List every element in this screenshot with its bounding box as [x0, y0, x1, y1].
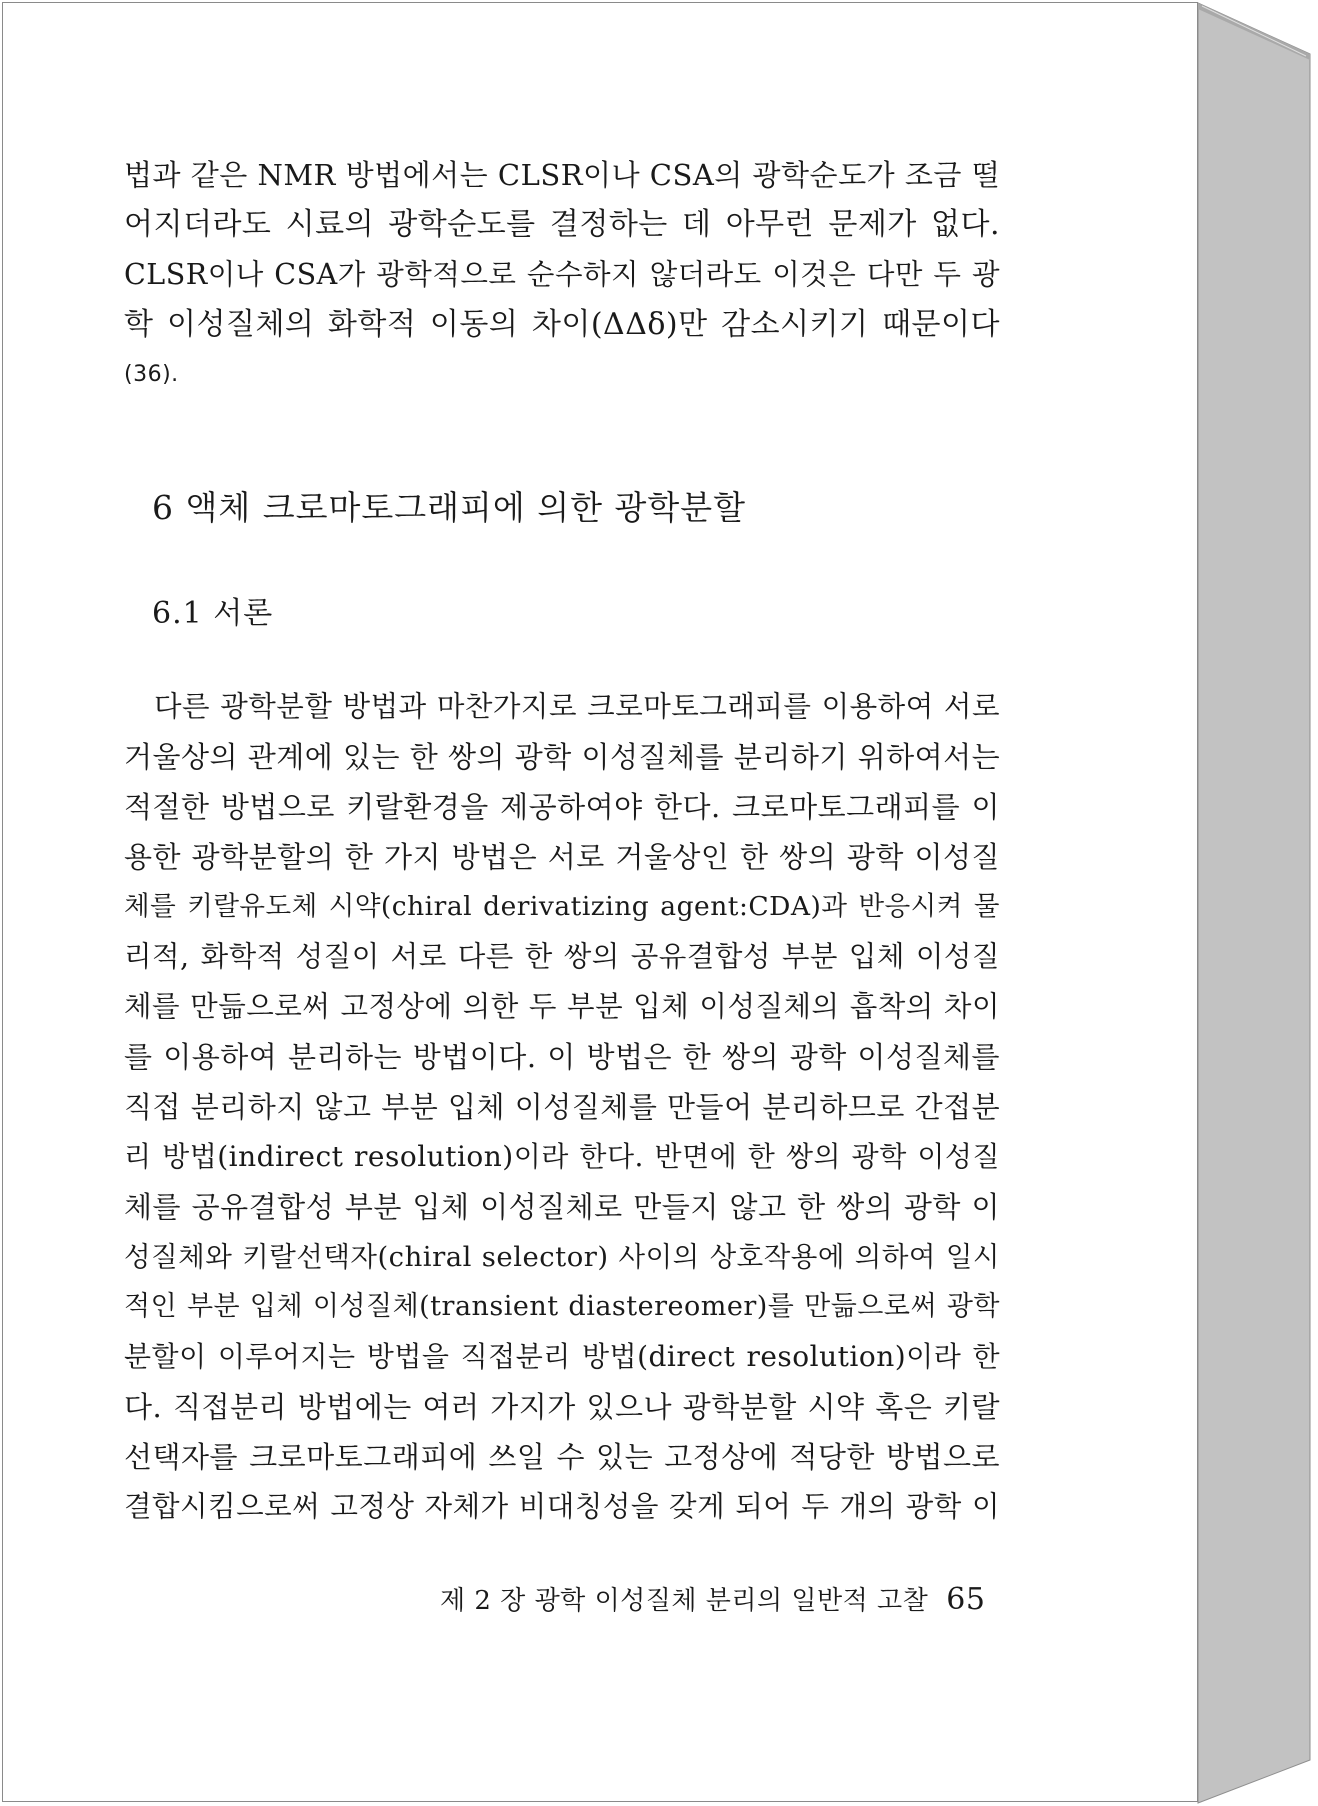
top-paragraph — [124, 150, 1000, 400]
chapter-title: 제 2 장 광학 이성질체 분리의 일반적 고찰 — [440, 1586, 929, 1616]
text-line: 를 이용하여 분리하는 방법이다. 이 방법은 한 쌍의 광학 이성질체를 — [124, 1040, 1000, 1074]
text-line: 분할이 이루어지는 방법을 직접분리 방법(direct resolution)이라 한 — [124, 1340, 1000, 1373]
main-paragraph — [124, 682, 1000, 1532]
text-line: 결합시킴으로써 고정상 자체가 비대칭성을 갖게 되어 두 개의 광학 이 — [124, 1490, 1000, 1523]
text-line: 체를 만듦으로써 고정상에 의한 두 부분 입체 이성질체의 흡착의 차이 — [124, 990, 1000, 1023]
text-line: 어지더라도 시료의 광학순도를 결정하는 데 아무런 문제가 없다. — [124, 207, 1000, 242]
subsection-heading: 6.1 서론 — [152, 596, 274, 631]
text-line: 다른 광학분할 방법과 마찬가지로 크로마토그래피를 이용하여 서로 — [154, 690, 1000, 723]
citation: (36). — [124, 362, 179, 387]
text-line: 적인 부분 입체 이성질체(transient diastereomer)를 만듦으로써 광학 — [124, 1291, 1000, 1322]
text-line: 선택자를 크로마토그래피에 쓰일 수 있는 고정상에 적당한 방법으로 — [124, 1440, 1000, 1474]
text-line: 용한 광학분할의 한 가지 방법은 서로 거울상인 한 쌍의 광학 이성질 — [124, 840, 1000, 874]
text-line: 직접 분리하지 않고 부분 입체 이성질체를 만들어 분리하므로 간접분 — [124, 1090, 1001, 1124]
text-line: 체를 키랄유도체 시약(chiral derivatizing agent:CDA)과 반응시켜 물 — [124, 891, 1000, 922]
text-line: 리적, 화학적 성질이 서로 다른 한 쌍의 공유결합성 부분 입체 이성질 — [124, 940, 1000, 973]
text-line: CLSR이나 CSA가 광학적으로 순수하지 않더라도 이것은 다만 두 광 — [124, 258, 1000, 291]
text-line: 체를 공유결합성 부분 입체 이성질체로 만들지 않고 한 쌍의 광학 이 — [124, 1190, 1000, 1224]
text-line: 거울상의 관계에 있는 한 쌍의 광학 이성질체를 분리하기 위하여서는 — [124, 740, 1001, 774]
text-line: 적절한 방법으로 키랄환경을 제공하여야 한다. 크로마토그래피를 이 — [124, 790, 1000, 824]
text-line: 다. 직접분리 방법에는 여러 가지가 있으나 광학분할 시약 혹은 키랄 — [124, 1390, 1000, 1424]
text-line: 학 이성질체의 화학적 이동의 차이(ΔΔδ)만 감소시키기 때문이다 — [124, 307, 1000, 342]
section-heading: 6 액체 크로마토그래피에 의한 광학분할 — [152, 488, 747, 527]
page-number: 65 — [946, 1582, 986, 1617]
text-line: 성질체와 키랄선택자(chiral selector) 사이의 상호작용에 의하여 일시 — [124, 1241, 1000, 1273]
text-line: 법과 같은 NMR 방법에서는 CLSR이나 CSA의 광학순도가 조금 떨 — [124, 158, 1001, 192]
text-line: 리 방법(indirect resolution)이라 한다. 반면에 한 쌍의 광학 이성질 — [124, 1140, 1000, 1173]
running-footer — [440, 1580, 985, 1617]
